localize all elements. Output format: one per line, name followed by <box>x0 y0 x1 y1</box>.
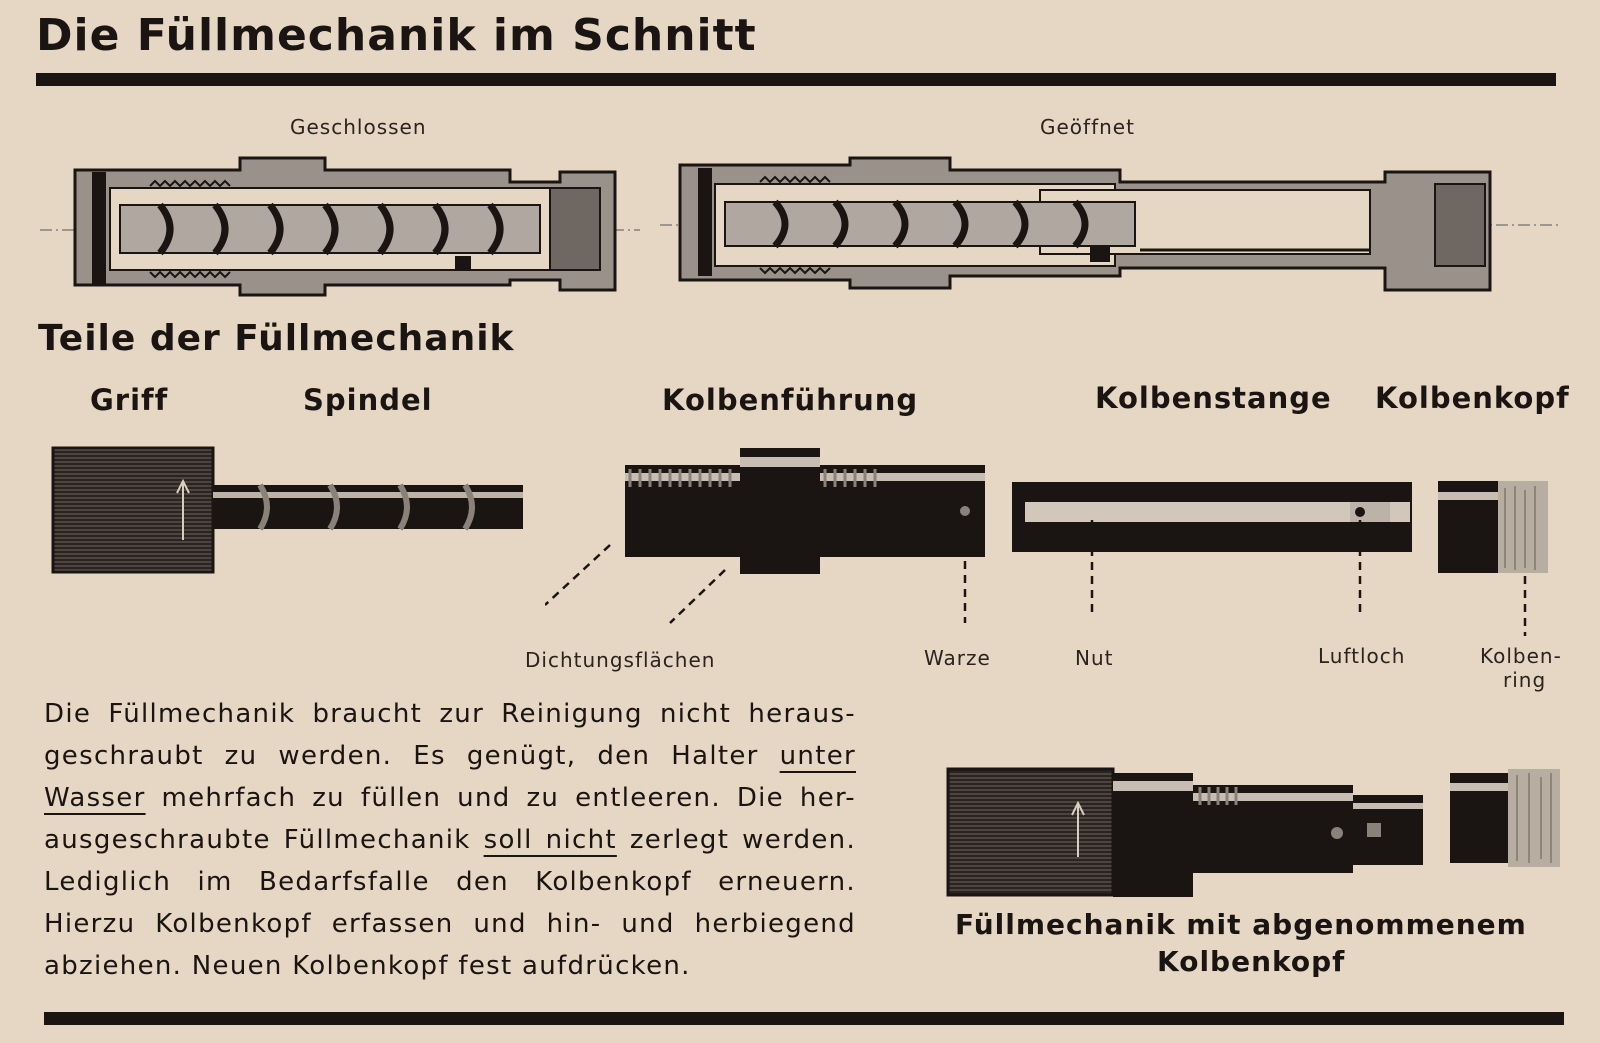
underlined-emphasis: unter <box>779 741 856 771</box>
parts-heading: Teile der Füllmechanik <box>38 318 515 359</box>
instruction-line: Die Füllmechanik braucht zur Reinigung nicht heraus- <box>44 699 856 729</box>
page-title: Die Füllmechanik im Schnitt <box>36 10 757 61</box>
instruction-line: ausgeschraubte Füllmechanik soll nicht zerlegt werden. <box>44 825 857 855</box>
assembly-caption-line1: Füllmechanik mit abgenommenem <box>955 908 1527 941</box>
callout-groove: Nut <box>1075 646 1114 670</box>
callout-piston-ring-2: ring <box>1503 668 1547 692</box>
bottom-rule <box>44 1012 1564 1025</box>
part-label-kolbenkopf: Kolbenkopf <box>1375 381 1570 415</box>
kolbenkopf-illustration <box>1435 478 1555 638</box>
title-rule <box>36 73 1556 86</box>
instruction-text <box>44 693 856 987</box>
instruction-line: abziehen. Neuen Kolbenkopf fest aufdrücken. <box>44 951 691 981</box>
instruction-line: Hierzu Kolbenkopf erfassen und hin- und herbiegend <box>44 909 856 939</box>
underlined-emphasis: soll nicht <box>483 825 617 855</box>
label-closed: Geschlossen <box>290 115 427 139</box>
assembly-illustration <box>945 765 1565 905</box>
cross-section-closed <box>40 150 640 310</box>
griff-spindel-illustration <box>50 445 540 580</box>
instruction-line: geschraubt zu werden. Es genügt, den Halter unter <box>44 741 856 771</box>
callout-sealing-surfaces: Dichtungsflächen <box>525 648 716 672</box>
cross-section-open <box>660 150 1560 310</box>
underlined-emphasis: Wasser <box>44 783 146 813</box>
instruction-line: Lediglich im Bedarfsfalle den Kolbenkopf erneuern. <box>44 867 856 897</box>
assembly-caption-line2: Kolbenkopf <box>1157 945 1346 978</box>
kolbenstange-illustration <box>1010 480 1420 620</box>
callout-nub: Warze <box>924 646 991 670</box>
label-open: Geöffnet <box>1040 115 1135 139</box>
kolbenfuehrung-illustration <box>545 445 995 625</box>
part-label-kolbenstange: Kolbenstange <box>1095 381 1332 415</box>
callout-air-hole: Luftloch <box>1318 644 1406 668</box>
callout-piston-ring-1: Kolben- <box>1480 644 1562 668</box>
part-label-kolbenfuehrung: Kolbenführung <box>662 383 919 417</box>
instruction-line: Wasser mehrfach zu füllen und zu entleeren. Die her- <box>44 783 856 813</box>
part-label-spindel: Spindel <box>303 383 433 417</box>
part-label-griff: Griff <box>90 383 169 417</box>
